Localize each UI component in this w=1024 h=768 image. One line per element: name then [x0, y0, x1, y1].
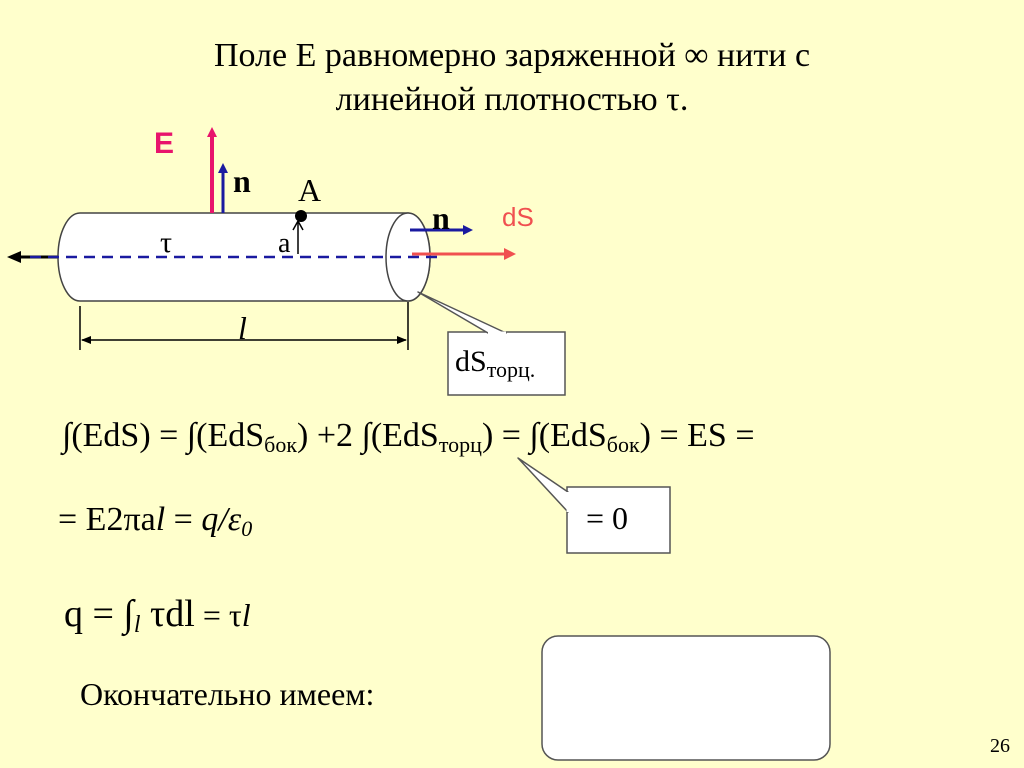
label-A: A — [298, 172, 322, 208]
eq1-sub2: торц — [438, 432, 482, 457]
callout-dS-main: dS — [455, 345, 487, 378]
callout-dS-sub: торц. — [486, 357, 536, 382]
label-l: l — [238, 310, 247, 346]
point-A — [295, 210, 307, 222]
label-n-top: n — [233, 163, 251, 199]
page-number: 26 — [990, 735, 1010, 757]
eq3-sub-l: l — [133, 612, 141, 638]
eq2-part1: = E2πa — [58, 501, 156, 538]
zero-callout-text: = 0 — [586, 500, 629, 536]
eq2-slash: / — [218, 501, 228, 538]
eq3-part1: q = ∫ — [64, 593, 134, 635]
eq1-part3: ) = ∫(EdS — [481, 417, 607, 454]
title-line-1: Поле E равномерно заряженной ∞ нити с — [213, 37, 811, 74]
eq3-part3: = τ — [194, 597, 242, 633]
label-n-right: n — [432, 200, 450, 236]
eq3-part2: τdl — [140, 593, 195, 635]
equation-charge — [64, 592, 251, 639]
equation-gauss — [58, 500, 252, 549]
label-tau: τ — [160, 226, 173, 259]
eq1-sub3: бок — [606, 432, 640, 457]
eq1-part2: ) +2 ∫(EdS — [297, 417, 439, 454]
equation-flux — [62, 416, 755, 465]
label-E: E — [154, 127, 175, 160]
title-line-2: линейной плотностью τ. — [335, 81, 689, 118]
eq3-l: l — [241, 597, 251, 633]
eq2-q: q — [201, 501, 219, 538]
eq1-part1: ∫(EdS) = ∫(EdS — [62, 417, 265, 454]
label-dS: dS — [502, 202, 534, 232]
eq2-eps-sub: 0 — [241, 516, 253, 541]
label-a: a — [278, 228, 291, 259]
eq1-sub1: бок — [264, 432, 298, 457]
eq2-eps: ε — [227, 501, 242, 538]
eq1-part4: ) = ES = — [639, 417, 755, 454]
eq2-l: l — [155, 501, 166, 538]
conclusion-text: Окончательно имеем: — [80, 676, 375, 712]
callout-dS-text — [455, 345, 535, 383]
answer-box — [542, 636, 830, 760]
eq2-eq: = — [165, 501, 202, 538]
